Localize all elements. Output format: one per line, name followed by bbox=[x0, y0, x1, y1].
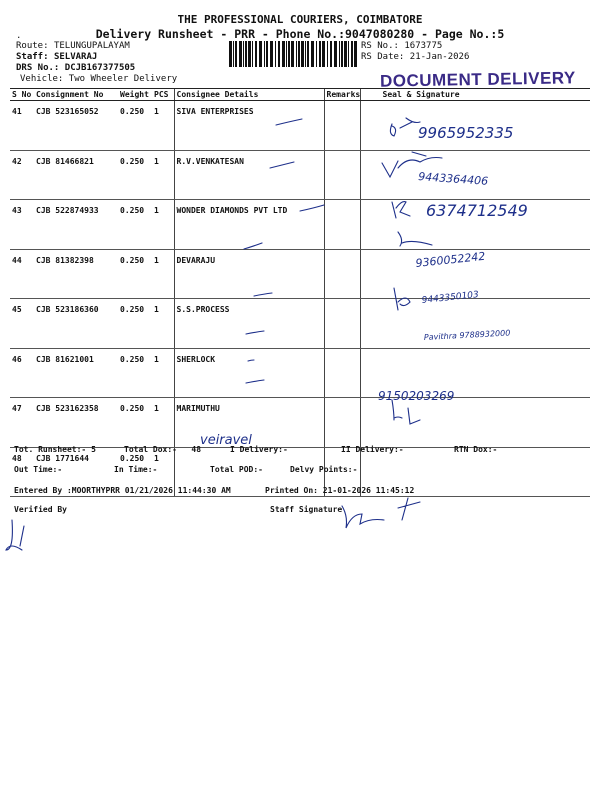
table-row bbox=[10, 249, 590, 299]
row-sno: 42 bbox=[10, 150, 34, 200]
row-consignment-no: CJB 81621001 bbox=[34, 348, 118, 398]
row-consignee: SIVA ENTERPRISES bbox=[174, 101, 324, 151]
row-consignment-no: CJB 81466821 bbox=[34, 150, 118, 200]
row-seal-signature bbox=[360, 200, 590, 250]
row-remarks bbox=[324, 101, 360, 151]
row-sno: 47 bbox=[10, 398, 34, 448]
col-consignee: Consignee Details bbox=[174, 89, 324, 101]
vehicle-line bbox=[20, 74, 177, 84]
total-pod: Total POD:- bbox=[210, 465, 263, 474]
drs-line bbox=[16, 63, 135, 73]
runsheet-title: Delivery Runsheet - PRR - Phone No.:9047080280 - Page No.:5 bbox=[95, 27, 505, 41]
row-pcs: 1 bbox=[152, 249, 174, 299]
handwritten-name-48: veiravel bbox=[200, 433, 252, 448]
row-sno: 45 bbox=[10, 299, 34, 349]
row-pcs: 1 bbox=[152, 150, 174, 200]
row-consignment-no: CJB 523186360 bbox=[34, 299, 118, 349]
in-time: In Time:- bbox=[114, 465, 158, 474]
handwritten-phone-43: 6374712549 bbox=[426, 201, 528, 220]
route-value: TELUNGUPALAYAM bbox=[53, 41, 130, 51]
rtn-dox: RTN Dox:- bbox=[454, 445, 498, 454]
i-delivery: I Delivery:- bbox=[230, 445, 288, 454]
rs-date-value: 21-Jan-2026 bbox=[409, 52, 470, 62]
verified-by: Verified By bbox=[14, 505, 67, 514]
total-dox: Total Dox:- 48 bbox=[124, 445, 202, 454]
row-consignee: MARIMUTHU bbox=[174, 398, 324, 448]
vehicle-label: Vehicle: bbox=[20, 74, 64, 84]
row-consignee: DEVARAJU bbox=[174, 249, 324, 299]
row-consignment-no: CJB 523165052 bbox=[34, 101, 118, 151]
document-delivery-stamp: DOCUMENT DELIVERY bbox=[379, 68, 576, 91]
table-row bbox=[10, 398, 590, 448]
rs-date-label: RS Date: bbox=[361, 52, 405, 62]
row-seal-signature bbox=[360, 398, 590, 448]
row-weight: 0.250 bbox=[118, 398, 152, 448]
row-weight: 0.250 bbox=[118, 249, 152, 299]
handwritten-phone-45: 9443350103 bbox=[421, 290, 480, 306]
col-weight: Weight bbox=[118, 89, 152, 101]
row-weight: 0.250 bbox=[118, 348, 152, 398]
col-pcs: PCS bbox=[152, 89, 174, 101]
row-pcs: 1 bbox=[152, 348, 174, 398]
row-remarks bbox=[324, 299, 360, 349]
handwritten-phone-46: Pavithra 9788932000 bbox=[423, 328, 511, 342]
col-consignment: Consignment No bbox=[34, 89, 118, 101]
printed-on: Printed On: 21-01-2026 11:45:12 bbox=[265, 486, 415, 495]
row-sno: 44 bbox=[10, 249, 34, 299]
row-weight: 0.250 bbox=[118, 299, 152, 349]
handwritten-phone-42: 9443364406 bbox=[417, 170, 489, 188]
row-pcs: 1 bbox=[152, 447, 174, 497]
rs-no-line bbox=[361, 41, 442, 51]
row-pcs: 1 bbox=[152, 398, 174, 448]
handwritten-phone-41: 9965952335 bbox=[418, 124, 514, 142]
row-remarks bbox=[324, 348, 360, 398]
runsheet-table bbox=[10, 88, 590, 497]
table-header-row bbox=[10, 89, 590, 101]
barcode-image bbox=[229, 41, 357, 67]
out-time: Out Time:- bbox=[14, 465, 63, 474]
row-seal-signature bbox=[360, 101, 590, 151]
delvy-points: Delvy Points:- bbox=[290, 465, 358, 474]
row-remarks bbox=[324, 150, 360, 200]
staff-signature: Staff Signature bbox=[270, 505, 343, 514]
col-seal-signature: Seal & Signature bbox=[360, 89, 590, 101]
table-row bbox=[10, 200, 590, 250]
staff-label: Staff: bbox=[16, 52, 49, 62]
row-weight: 0.250 bbox=[118, 200, 152, 250]
row-pcs: 1 bbox=[152, 299, 174, 349]
handwritten-phone-44: 9360052242 bbox=[414, 249, 486, 270]
row-remarks bbox=[324, 249, 360, 299]
col-remarks: Remarks bbox=[324, 89, 360, 101]
row-weight: 0.250 bbox=[118, 101, 152, 151]
row-pcs: 1 bbox=[152, 200, 174, 250]
ii-delivery: II Delivery:- bbox=[341, 445, 404, 454]
vehicle-value: Two Wheeler Delivery bbox=[68, 74, 178, 84]
drs-label: DRS No.: bbox=[16, 63, 60, 73]
row-sno: 48 bbox=[10, 447, 34, 497]
table-row bbox=[10, 348, 590, 398]
row-consignment-no: CJB 1771644 bbox=[34, 447, 118, 497]
row-consignment-no: CJB 522874933 bbox=[34, 200, 118, 250]
row-weight: 0.250 bbox=[118, 150, 152, 200]
rs-date-line bbox=[361, 52, 469, 62]
company-name: THE PROFESSIONAL COURIERS, COIMBATORE bbox=[177, 13, 423, 26]
header-dot: . bbox=[16, 31, 22, 41]
route-line bbox=[16, 41, 130, 51]
tot-runsheet: Tot. Runsheet:- 5 bbox=[14, 445, 96, 454]
staff-value: SELVARAJ bbox=[53, 52, 98, 62]
handwritten-phone-47: 9150203269 bbox=[378, 389, 455, 403]
row-seal-signature bbox=[360, 249, 590, 299]
table-row bbox=[10, 299, 590, 349]
rs-no-label: RS No.: bbox=[361, 41, 399, 51]
row-consignee: WONDER DIAMONDS PVT LTD bbox=[174, 200, 324, 250]
table-row bbox=[10, 150, 590, 200]
row-seal-signature bbox=[360, 150, 590, 200]
row-remarks bbox=[324, 200, 360, 250]
row-consignee: R.V.VENKATESAN bbox=[174, 150, 324, 200]
row-remarks bbox=[324, 398, 360, 448]
table-row bbox=[10, 101, 590, 151]
row-sno: 46 bbox=[10, 348, 34, 398]
col-sno: S No bbox=[10, 89, 34, 101]
row-seal-signature bbox=[360, 299, 590, 349]
row-sno: 41 bbox=[10, 101, 34, 151]
row-sno: 43 bbox=[10, 200, 34, 250]
row-pcs: 1 bbox=[152, 101, 174, 151]
staff-line bbox=[16, 52, 97, 62]
row-seal-signature bbox=[360, 348, 590, 398]
rs-no-value: 1673775 bbox=[404, 41, 443, 51]
row-consignment-no: CJB 81382398 bbox=[34, 249, 118, 299]
route-label: Route: bbox=[16, 41, 49, 51]
row-consignee: S.S.PROCESS bbox=[174, 299, 324, 349]
entered-by: Entered By :MOORTHYPRR 01/21/2026 11:44:30 AM bbox=[14, 486, 231, 495]
row-consignee: SHERLOCK bbox=[174, 348, 324, 398]
row-weight: 0.250 bbox=[118, 447, 152, 497]
row-consignment-no: CJB 523162358 bbox=[34, 398, 118, 448]
drs-value: DCJB167377505 bbox=[64, 63, 136, 73]
